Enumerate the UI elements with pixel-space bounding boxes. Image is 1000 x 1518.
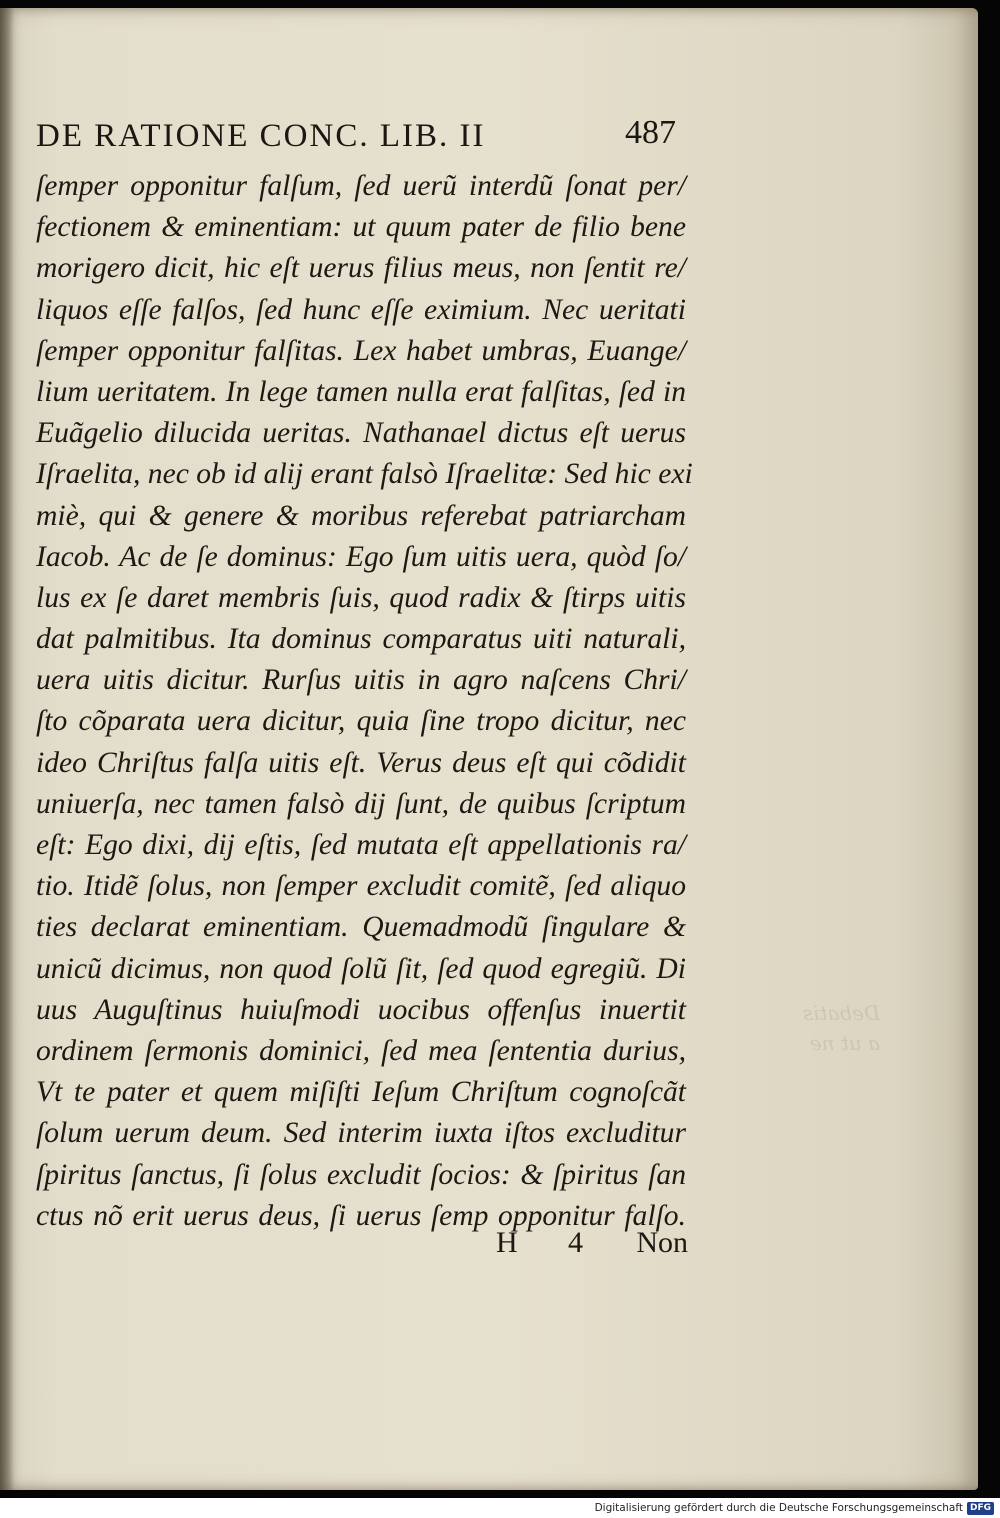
text-line-content: ties declarat eminentiam. Quemadmodũ ſingulare &: [36, 911, 686, 944]
text-line: [36, 1031, 686, 1072]
text-line: [36, 372, 686, 413]
text-line: [36, 331, 686, 372]
text-line: [36, 866, 686, 907]
text-line-content: tio. Itidẽ ſolus, non ſemper excludit comitẽ, ſed aliquo: [36, 870, 686, 903]
signature-number: 4: [568, 1226, 583, 1259]
text-line: [36, 537, 686, 578]
text-line-content: dat palmitibus. Ita dominus comparatus uiti naturali,: [36, 623, 686, 656]
text-line: [36, 248, 686, 289]
text-line: [36, 949, 686, 990]
text-line: [36, 784, 686, 825]
text-line-content: ſpiritus ſanctus, ſi ſolus excludit ſocios: & ſpiritus ſan: [36, 1158, 686, 1191]
text-line: [36, 166, 686, 207]
folio-number: 487: [625, 114, 676, 151]
gutter-shadow: [0, 8, 14, 1490]
credit-bar: [0, 1498, 1000, 1518]
text-line: [36, 1155, 686, 1196]
running-head-title: DE RATIONE CONC. LIB. II: [36, 118, 486, 154]
text-line-content: miè, qui & genere & moribus referebat patriarcham: [36, 499, 686, 532]
text-line: [36, 1072, 686, 1113]
body-text: [36, 166, 693, 1237]
text-line: [36, 1113, 686, 1154]
running-head: [36, 114, 676, 168]
text-line-content: uus Auguſtinus huiuſmodi uocibus offenſus inuertit: [36, 993, 686, 1026]
text-line-content: ordinem ſermonis dominici, ſed mea ſententia durius,: [36, 1034, 686, 1067]
text-line-content: ſto cõparata uera dicitur, quia ſine tropo dicitur, nec: [36, 705, 686, 738]
text-line-content: ſolum uerum deum. Sed interim iuxta iſtos excluditur: [36, 1117, 686, 1150]
text-line-content: ſemper opponitur falſum, ſed uerũ interdũ ſonat per/: [36, 170, 686, 202]
text-line-content: Iacob. Ac de ſe dominus: Ego ſum uitis uera, quòd ſo/: [36, 540, 686, 573]
text-line: [36, 660, 686, 701]
text-line-content: uniuerſa, nec tamen falsò dij ſunt, de quibus ſcriptum: [36, 787, 686, 820]
text-line: [36, 454, 693, 495]
text-line: [36, 413, 686, 454]
text-line-content: eſt: Ego dixi, dij eſtis, ſed mutata eſt appellationis ra/: [36, 829, 686, 861]
text-line: [36, 496, 686, 537]
dfg-logo: DFG: [967, 1502, 994, 1515]
text-line-content: morigero dicit, hic eſt uerus filius meus, non ſentit re/: [36, 252, 686, 285]
text-line-content: lus ex ſe daret membris ſuis, quod radix & ſtirps uitis: [36, 581, 686, 614]
text-line: [36, 701, 686, 742]
text-line-content: Iſraelita, nec ob id alij erant falsò Iſraelitæ: Sed hic exi: [36, 458, 693, 491]
credit-text: Digitalisierung gefördert durch die Deutsche Forschungsgemeinschaft: [594, 1502, 963, 1514]
text-line-content: liquos eſſe falſos, ſed hunc eſſe eximium. Nec ueritati: [36, 293, 686, 326]
show-through-text: Debatis a ut ne: [802, 1001, 880, 1055]
signature-letter: H: [496, 1226, 518, 1259]
text-line: [36, 578, 686, 619]
text-line: [36, 990, 686, 1031]
text-line: [36, 825, 686, 866]
text-line-content: Vt te pater et quem miſiſti Ieſum Chriſtum cognoſcãt: [36, 1076, 686, 1109]
page-footer: [496, 1226, 688, 1266]
text-line-content: lium ueritatem. In lege tamen nulla erat falſitas, ſed in: [36, 375, 686, 408]
text-line-content: uera uitis dicitur. Rurſus uitis in agro naſcens Chri/: [36, 664, 686, 697]
text-line-content: ſemper opponitur falſitas. Lex habet umbras, Euange/: [36, 334, 686, 367]
text-line: [36, 290, 686, 331]
text-line-content: ideo Chriſtus falſa uitis eſt. Verus deus eſt qui cõdidit: [36, 746, 686, 779]
text-line-content: Euãgelio dilucida ueritas. Nathanael dictus eſt uerus: [36, 417, 686, 450]
text-line-content: fectionem & eminentiam: ut quum pater de filio bene: [36, 211, 686, 244]
text-line: [36, 207, 686, 248]
text-line: [36, 619, 686, 660]
text-line-content: ctus nõ erit uerus deus, ſi uerus ſemp opponitur falſo.: [36, 1199, 686, 1232]
text-line: [36, 907, 686, 948]
text-line-content: unicũ dicimus, non quod ſolũ ſit, ſed quod egregiũ. Di: [36, 952, 686, 985]
catchword: Non: [636, 1226, 688, 1259]
text-line: [36, 743, 686, 784]
